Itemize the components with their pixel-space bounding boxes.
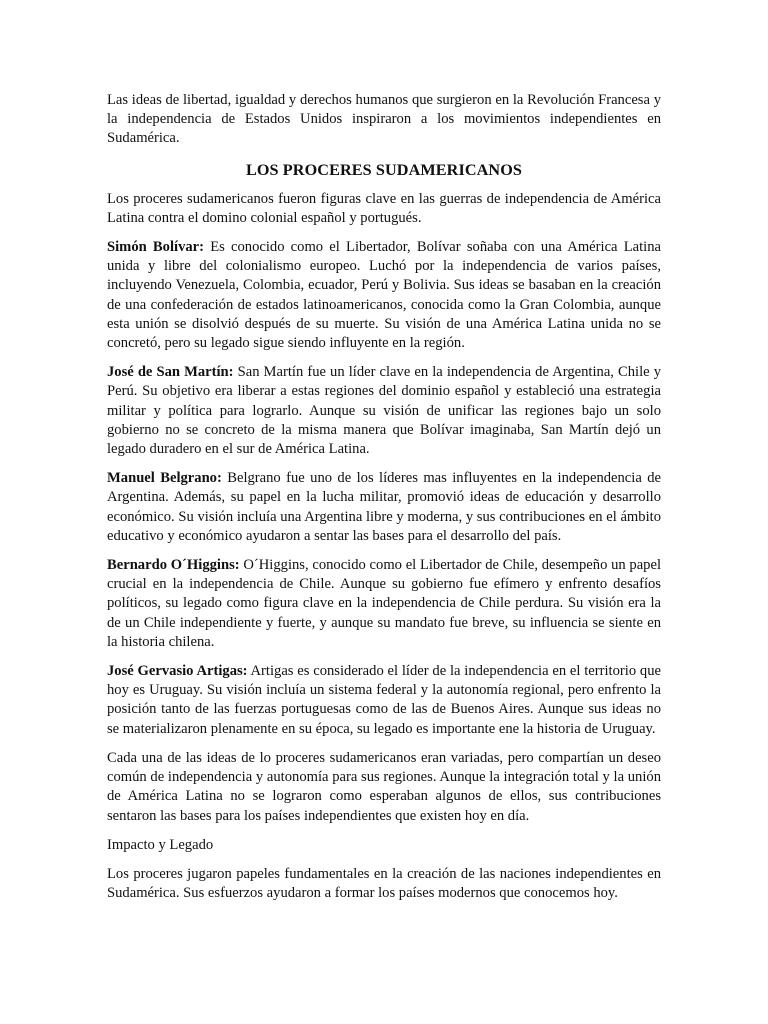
lead-paragraph: Los proceres sudamericanos fueron figuras clave en las guerras de independencia de América Latina contra el domino colonial español y portugués. (107, 190, 661, 226)
procer-paragraph-ohiggins (107, 556, 661, 652)
procer-text-bolivar: Es conocido como el Libertador, Bolívar soñaba con una América Latina unida y libre del colonialismo europeo. Luchó por la independencia de varios países, incluyendo Venezuela, Colombia, ecuador, Perú y Bolivia. Sus ideas se basaban en la creación de una confederación de estados latinoamericanos, conocida como la Gran Colombia, aunque esta unión se disolvió después de su muerte. Su visión de una América Latina unida no se concretó, pero su legado sigue siendo influyente en la región. (107, 239, 661, 352)
procer-text-san-martin: San Martín fue un líder clave en la independencia de Argentina, Chile y Perú. Su objetivo era liberar a estas regiones del dominio español y estableció una estrategia militar y política para lograrlo. Aunque su visión de unificar las regiones bajo un solo gobierno no se concreto de la misma manera que Bolívar imaginaba, San Martín dejó un legado duradero en el sur de América Latina. (107, 364, 662, 458)
conclusion-paragraph: Cada una de las ideas de lo proceres sudamericanos eran variadas, pero compartían un deseo común de independencia y autonomía para sus regiones. Aunque la integración total y la unión de América Latina no se lograron como esperaban algunos de ellos, sus contribuciones sentaron las bases para los países independientes que existen hoy en día. (107, 749, 661, 824)
procer-name-san-martin: José de San Martín: (107, 364, 234, 381)
document-page (107, 91, 661, 913)
procer-text-belgrano: Belgrano fue uno de los líderes mas influyentes en la independencia de Argentina. Además, su papel en la lucha militar, promovió ideas de educación y desarrollo económico. Su visión incluía una Argentina libre y moderna, y sus contribuciones en el ámbito educativo y económico ayudaron a sentar las bases para el desarrollo del país. (107, 470, 661, 544)
impact-paragraph: Los proceres jugaron papeles fundamentales en la creación de las naciones independientes en Sudamérica. Sus esfuerzos ayudaron a formar los países modernos que conocemos hoy. (107, 865, 661, 902)
impact-heading: Impacto y Legado (107, 836, 214, 853)
procer-paragraph-belgrano (107, 469, 661, 546)
procer-name-ohiggins: Bernardo O´Higgins: (107, 557, 240, 574)
procer-name-belgrano: Manuel Belgrano: (107, 470, 222, 487)
procer-text-artigas: Artigas es considerado el líder de la independencia en el territorio que hoy es Uruguay. Su visión incluía un sistema federal y la autonomía regional, pero enfrento la posición tanto de las fuerzas portuguesas como de las de Buenos Aires. Aunque sus ideas no se materializaron plenamente en su época, su legado es importante ene la historia de Uruguay. (107, 663, 661, 737)
procer-paragraph-artigas (107, 662, 661, 739)
intro-paragraph: Las ideas de libertad, igualdad y derechos humanos que surgieron en la Revolución Francesa y la independencia de Estados Unidos inspiraron a los movimientos independientes en Sudamérica. (107, 92, 661, 147)
procer-paragraph-bolivar (107, 238, 661, 353)
procer-paragraph-san-martin (107, 363, 661, 459)
document-title: LOS PROCERES SUDAMERICANOS (245, 160, 523, 179)
procer-name-artigas: José Gervasio Artigas: (107, 663, 248, 680)
procer-text-ohiggins: O´Higgins, conocido como el Libertador de Chile, desempeño un papel crucial en la independencia de Chile. Aunque su gobierno fue efímero y enfrento desafíos políticos, su legado como figura clave en la independencia de Chile perdura. Su visión era la de un Chile independiente y fuerte, y aunque su mandato fue breve, su influencia se siente en la historia chilena. (107, 557, 661, 650)
procer-name-bolivar: Simón Bolívar: (107, 239, 205, 256)
